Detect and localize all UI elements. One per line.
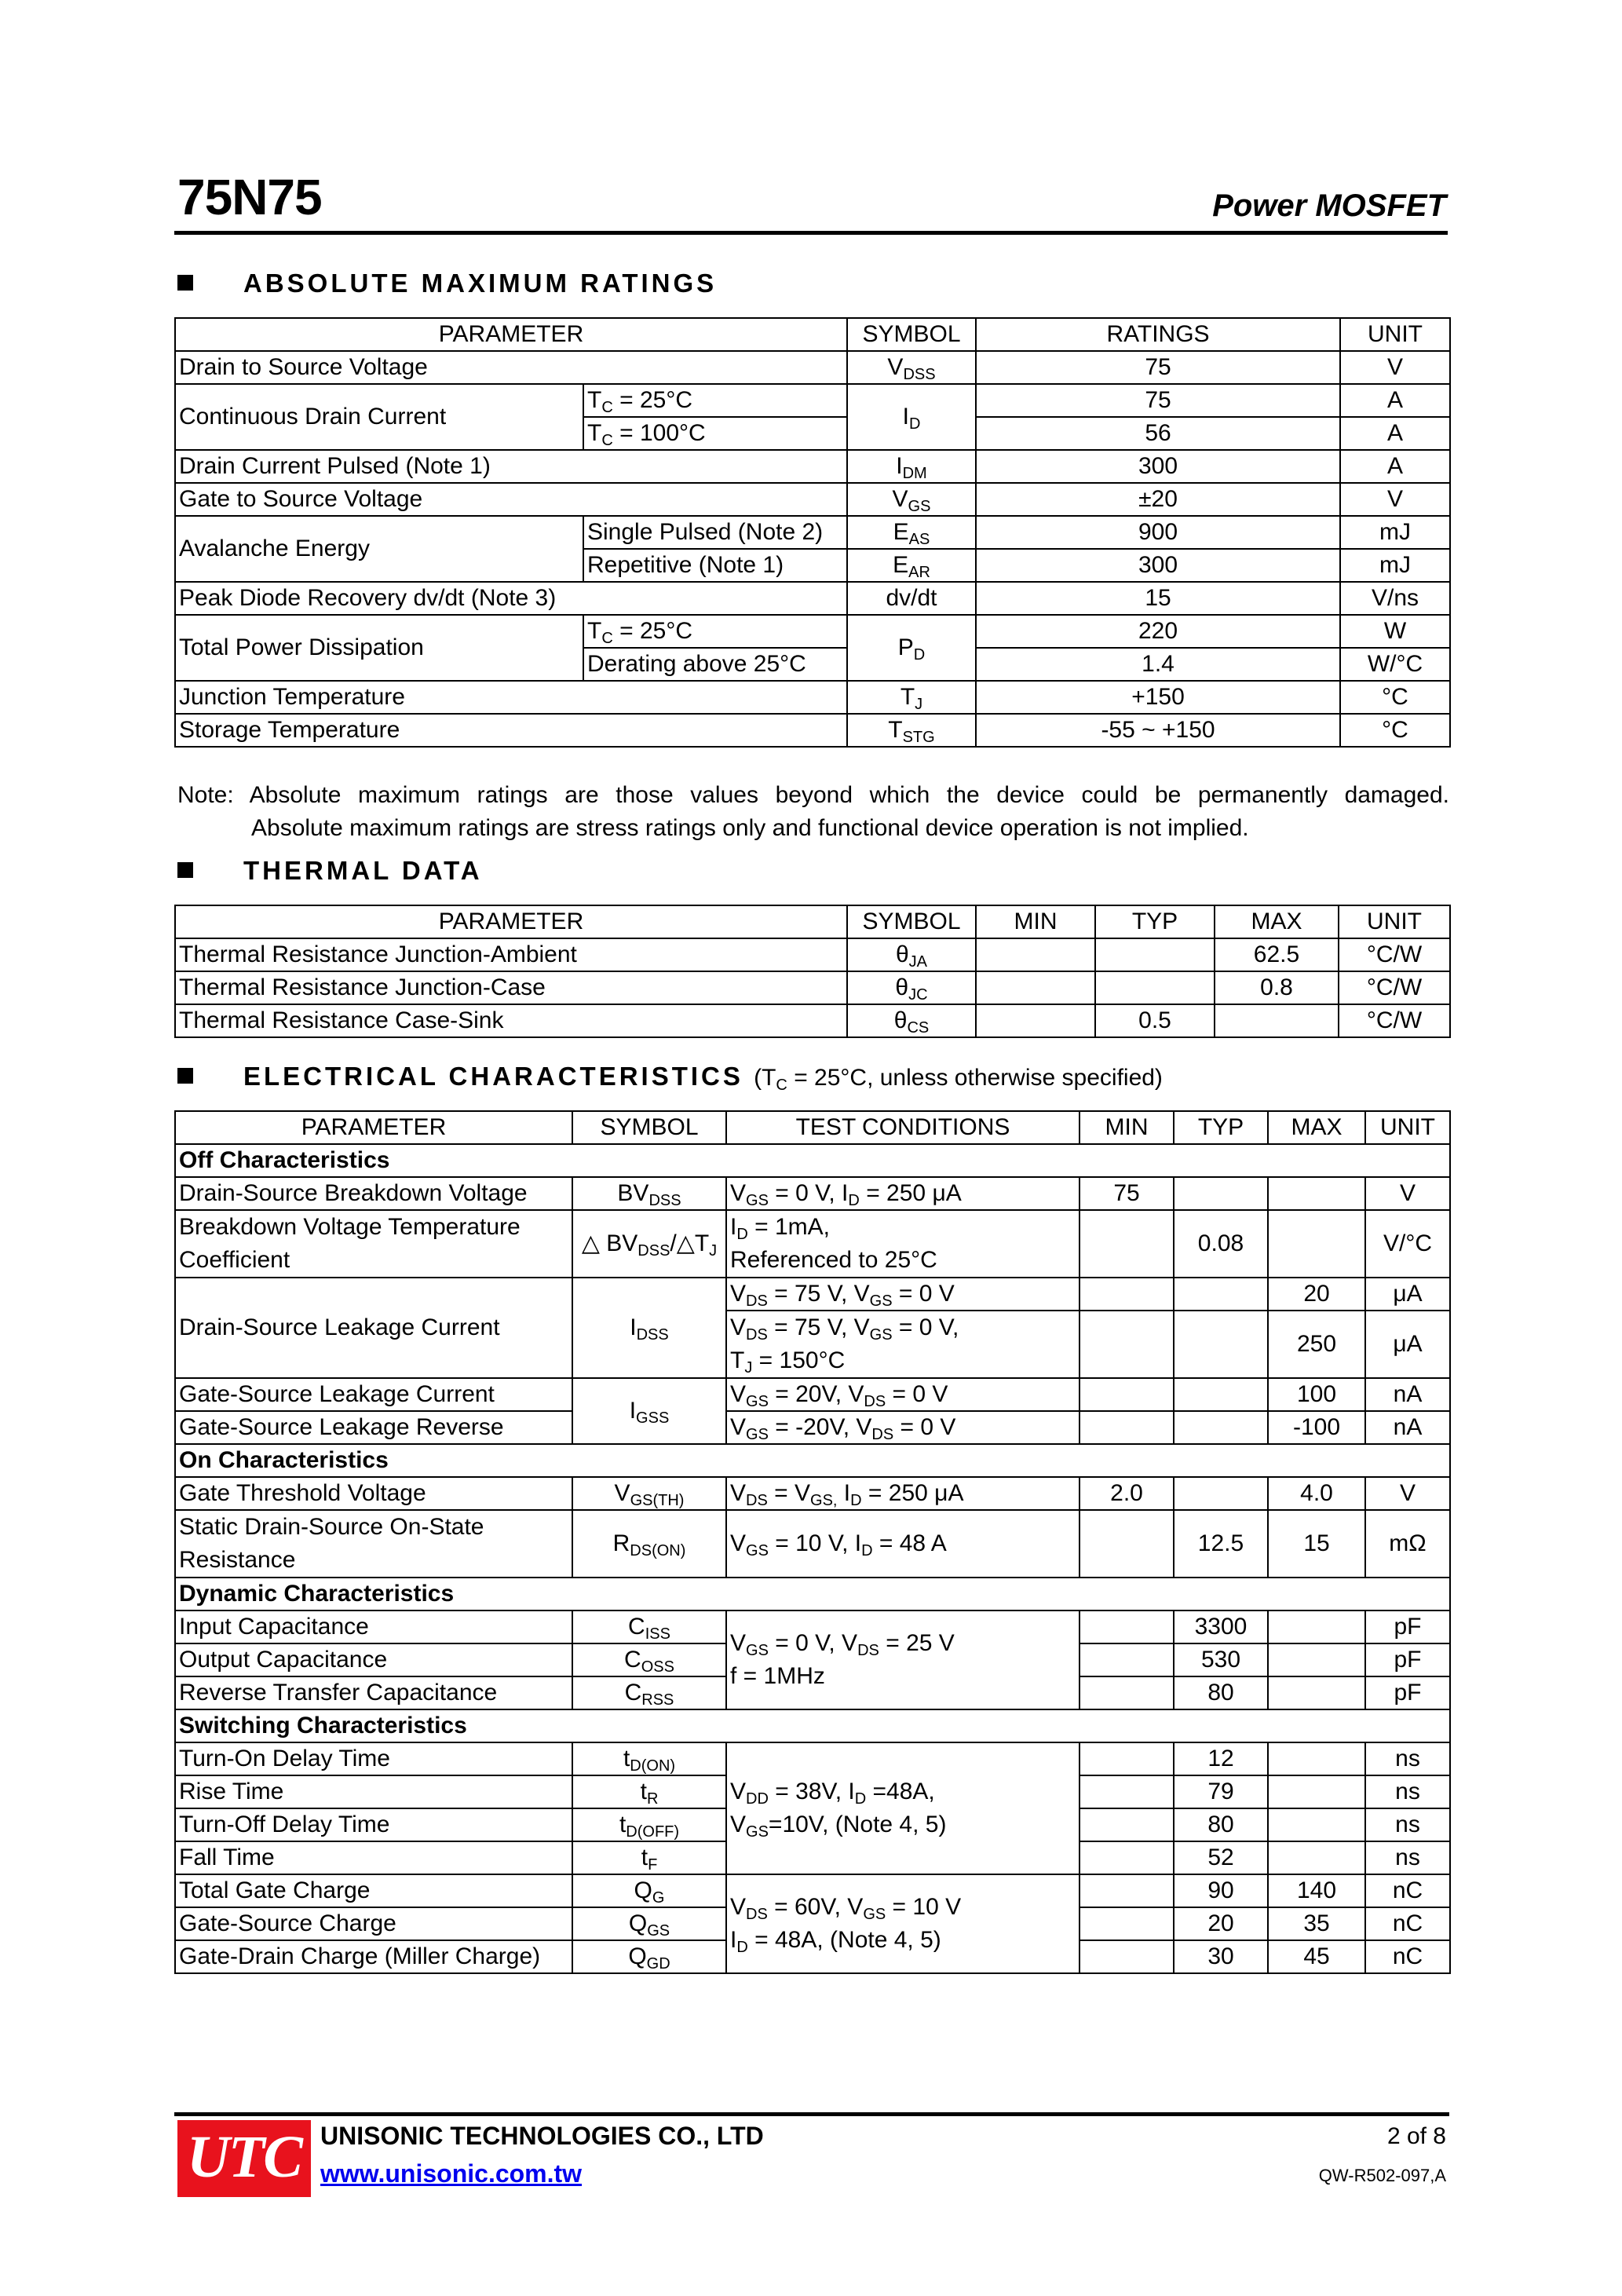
section-title-abs: ABSOLUTE MAXIMUM RATINGS [177, 269, 717, 298]
section-title-thermal: THERMAL DATA [177, 856, 483, 886]
table-row: Drain-Source Leakage Current $I_{DSS}$ $V_{DS} = 75$ V, $V_{GS} = 0$ V 20 μA [175, 1278, 1450, 1311]
abs-note-line2: Absolute maximum ratings are stress ratings only and functional device operation is not implied. [251, 815, 1249, 841]
table-row: $T_C = 100^\circ C$ 56 A [175, 417, 1450, 450]
utc-logo: UTC [177, 2120, 311, 2197]
table-row: Drain-Source Breakdown Voltage $BV_{DSS}$ $V_{GS} = 0$ V, $I_D = 250$ μA 75 V [175, 1177, 1450, 1210]
table-header-row: PARAMETER SYMBOL RATINGS UNIT [175, 318, 1450, 351]
header-rule [174, 231, 1448, 235]
table-row: Gate-Source Leakage Current $I_{GSS}$ $V_{GS} = 20V$, $V_{DS} = 0$ V 100 nA [175, 1378, 1450, 1411]
thermal-table [174, 905, 1451, 1038]
table-row: Rise Time $t_R$ 79 ns [175, 1775, 1450, 1808]
table-row: Output Capacitance $C_{OSS}$ 530 pF [175, 1643, 1450, 1676]
section-title-elec: ELECTRICAL CHARACTERISTICS ($T_C = 25^\circ C$, unless otherwise specified) [177, 1062, 1163, 1091]
table-row: Avalanche Energy Single Pulsed (Note 2) $E_{AS}$ 900 mJ [175, 516, 1450, 549]
category-row: On Characteristics [175, 1444, 1450, 1477]
bullet-square-icon [177, 275, 193, 291]
table-header-row: PARAMETER SYMBOL MIN TYP MAX UNIT [175, 905, 1450, 938]
table-row: Gate-Source Leakage Reverse $V_{GS} = -20V$, $V_{DS} = 0$ V -100 nA [175, 1411, 1450, 1444]
table-row: Fall Time $t_F$ 52 ns [175, 1841, 1450, 1874]
footer-rule [174, 2112, 1449, 2116]
category-row: Off Characteristics [175, 1144, 1450, 1177]
table-row: Drain Current Pulsed (Note 1) $I_{DM}$ 300 A [175, 450, 1450, 483]
website-link[interactable]: www.unisonic.com.tw [320, 2159, 583, 2188]
table-row: Thermal Resistance Case-Sink $\theta_{CS}$ 0.5 °C/W [175, 1004, 1450, 1037]
table-row: Gate-Drain Charge (Miller Charge) $Q_{GD}$ 30 45 nC [175, 1940, 1450, 1973]
table-row: Storage Temperature $T_{STG}$ -55 ~ +150 °C [175, 714, 1450, 747]
table-row: Repetitive (Note 1) $E_{AR}$ 300 mJ [175, 549, 1450, 582]
table-row: Turn-Off Delay Time $t_{D(OFF)}$ 80 ns [175, 1808, 1450, 1841]
table-row: Static Drain-Source On-State Resistance $R_{DS(ON)}$ $V_{GS} = 10$ V, $I_D = 48$ A 12.5 15 mΩ [175, 1510, 1450, 1578]
table-row: Breakdown Voltage Temperature Coefficient △ $BV_{DSS}/\triangle T_J$ $I_D = 1mA$, Referenced to 25°C 0.08 V/°C [175, 1210, 1450, 1278]
table-row: Turn-On Delay Time $t_{D(ON)}$ $V_{DD} = 38V$, $I_D =48A$, $V_{GS}=10V$, (Note 4, 5) 12 ns [175, 1742, 1450, 1775]
bullet-square-icon [177, 862, 193, 878]
page-number: 2 of 8 [1386, 2123, 1446, 2149]
category-row: Switching Characteristics [175, 1709, 1450, 1742]
table-row: Gate-Source Charge $Q_{GS}$ 20 35 nC [175, 1907, 1450, 1940]
table-row: Reverse Transfer Capacitance $C_{RSS}$ 80 pF [175, 1676, 1450, 1709]
abs-max-table [174, 317, 1451, 748]
table-row: Derating above 25°C 1.4 W/°C [175, 648, 1450, 681]
part-number: 75N75 [177, 169, 322, 225]
document-number: QW-R502-097,A [1318, 2166, 1446, 2185]
table-row: Total Gate Charge $Q_G$ $V_{DS} = 60V$, $V_{GS} = 10$ V $I_D = 48A$, (Note 4, 5) 90 140 nC [175, 1874, 1450, 1907]
table-row: Thermal Resistance Junction-Ambient $\theta_{JA}$ 62.5 °C/W [175, 938, 1450, 971]
table-header-row: PARAMETER SYMBOL TEST CONDITIONS MIN TYP MAX UNIT [175, 1111, 1450, 1144]
abs-note-line1: Note: Absolute maximum ratings are those values beyond which the device could be permanently damaged. [177, 782, 1449, 808]
table-row: $V_{DS} = 75$ V, $V_{GS} = 0$ V, $T_J = 150^\circ C$ 250 μA [175, 1311, 1450, 1378]
table-row: Gate to Source Voltage $V_{GS}$ ±20 V [175, 483, 1450, 516]
table-row: Drain to Source Voltage $V_{DSS}$ 75 V [175, 351, 1450, 384]
bullet-square-icon [177, 1068, 193, 1084]
company-name: UNISONIC TECHNOLOGIES CO., LTD [320, 2122, 764, 2150]
table-row: Thermal Resistance Junction-Case $\theta_{JC}$ 0.8 °C/W [175, 971, 1450, 1004]
table-row: Input Capacitance $C_{ISS}$ $V_{GS} = 0$ V, $V_{DS} = 25$ V f = 1MHz 3300 pF [175, 1610, 1450, 1643]
table-row: Peak Diode Recovery dv/dt (Note 3) dv/dt 15 V/ns [175, 582, 1450, 615]
table-row: Gate Threshold Voltage $V_{GS(TH)}$ $V_{DS} = V_{GS,}$ $I_D = 250$ μA 2.0 4.0 V [175, 1477, 1450, 1510]
device-type: Power MOSFET [1212, 188, 1446, 223]
table-row: Continuous Drain Current $T_C = 25^\circ C$ $I_D$ 75 A [175, 384, 1450, 417]
electrical-table [174, 1110, 1451, 1974]
table-row: Total Power Dissipation $T_C = 25^\circ C$ $P_D$ 220 W [175, 615, 1450, 648]
category-row: Dynamic Characteristics [175, 1578, 1450, 1610]
table-row: Junction Temperature $T_J$ +150 °C [175, 681, 1450, 714]
